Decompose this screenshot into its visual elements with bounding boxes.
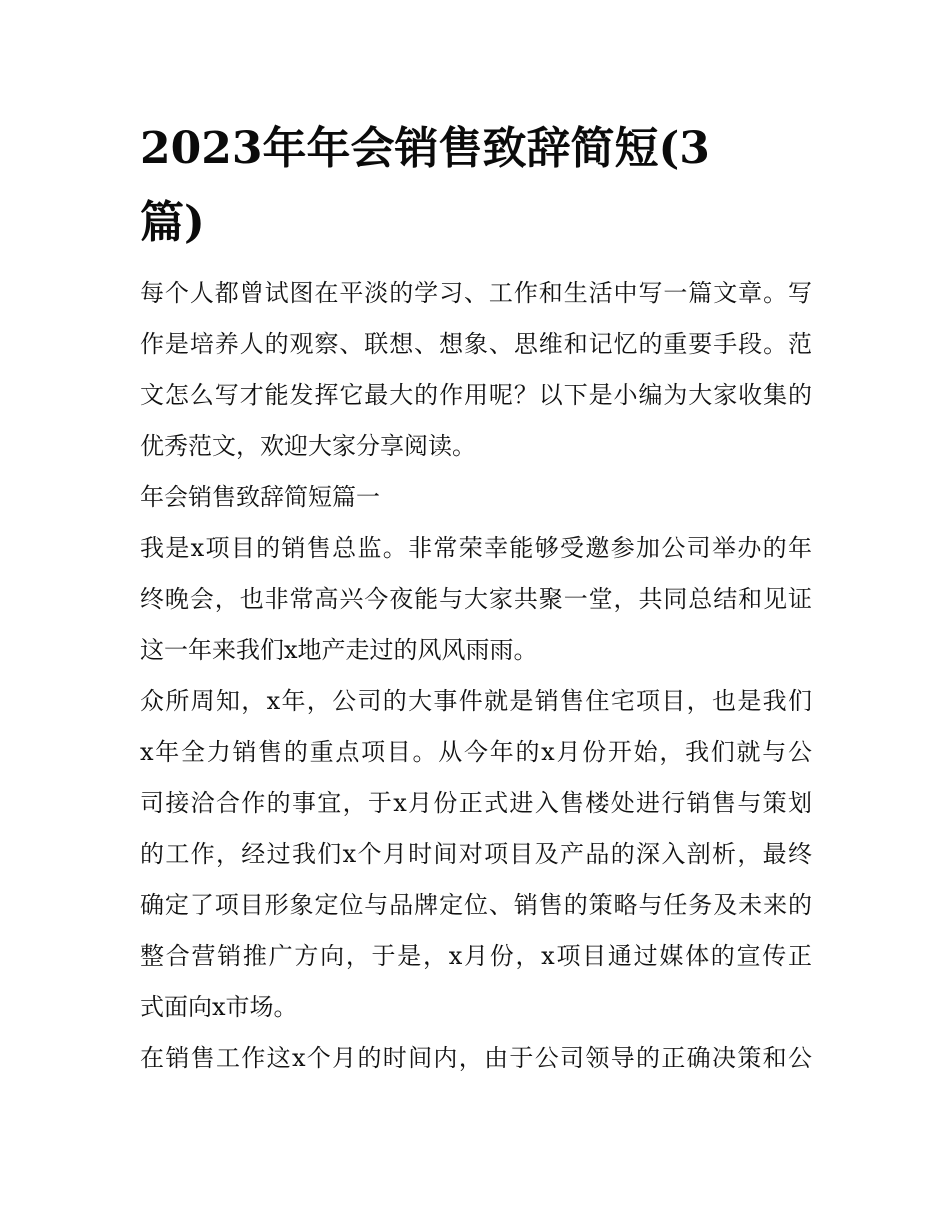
title-line: 篇) [140,197,205,248]
intro-paragraph [140,268,812,472]
text-line: 这一年来我们x地产走过的风风雨雨。 [140,636,538,664]
body-paragraph [140,676,812,1033]
body-paragraph [140,523,812,676]
text-line: 整合营销推广方向，于是，x月份，x项目通过媒体的宣传正 [140,942,812,970]
text-line: 作是培养人的观察、联想、想象、思维和记忆的重要手段。范 [140,330,812,358]
text-line: 优秀范文，欢迎大家分享阅读。 [140,432,476,460]
text-line: 的工作，经过我们x个月时间对项目及产品的深入剖析，最终 [140,840,812,868]
text-line: 式面向x市场。 [140,993,298,1021]
text-line: 在销售工作这x个月的时间内，由于公司领导的正确决策和公 [140,1044,812,1072]
text-line: 我是x项目的销售总监。非常荣幸能够受邀参加公司举办的年 [140,534,812,562]
text-line: 众所周知，x年，公司的大事件就是销售住宅项目，也是我们 [140,687,812,715]
text-line: 年会销售致辞简短篇一 [140,483,380,511]
text-line: x年全力销售的重点项目。从今年的x月份开始，我们就与公 [140,738,812,766]
text-line: 司接洽合作的事宜，于x月份正式进入售楼处进行销售与策划 [140,789,812,817]
document-body [140,268,812,1084]
section-heading [140,472,812,523]
text-line: 每个人都曾试图在平淡的学习、工作和生活中写一篇文章。写 [140,279,812,307]
text-line: 文怎么写才能发挥它最大的作用呢？以下是小编为大家收集的 [140,381,812,409]
title-line: 2023年年会销售致辞简短(3 [140,123,710,174]
document-page [140,112,812,1084]
body-paragraph [140,1033,812,1084]
text-line: 确定了项目形象定位与品牌定位、销售的策略与任务及未来的 [140,891,812,919]
text-line: 终晚会，也非常高兴今夜能与大家共聚一堂，共同总结和见证 [140,585,812,613]
document-title [140,112,812,260]
